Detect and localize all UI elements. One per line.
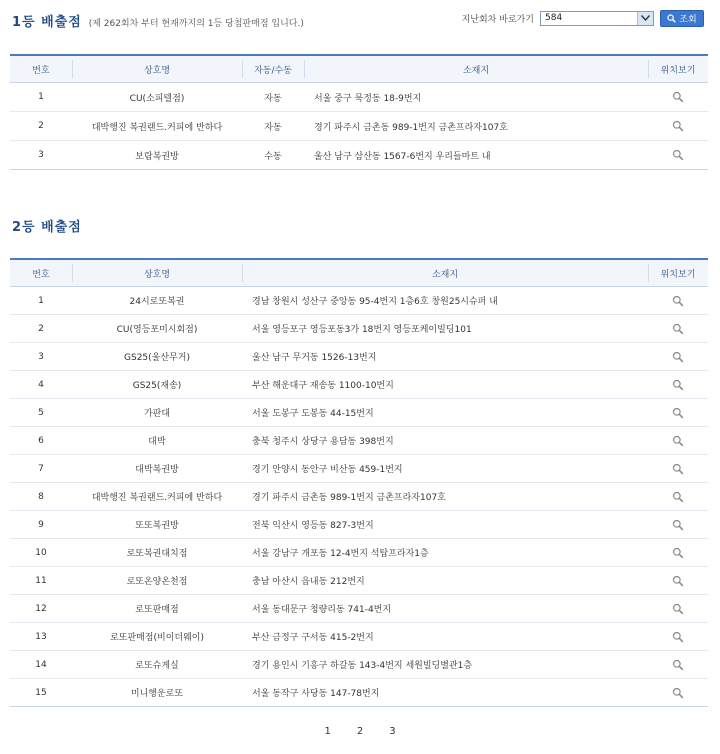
table-row [10, 539, 708, 567]
view-location-cell [648, 427, 708, 454]
pagination [0, 726, 720, 737]
store-address: 경기 파주시 금촌동 989-1번지 금촌프라자107호 [314, 122, 508, 133]
table-row [10, 651, 708, 679]
column-header-map: 위치보기 [648, 260, 708, 286]
store-address: 전북 익산시 영등동 827-3번지 [252, 521, 374, 531]
row-number: 2 [38, 323, 44, 334]
first-prize-title-block [12, 11, 304, 30]
first-prize-table [10, 54, 708, 170]
page-link-2[interactable]: 2 [356, 726, 364, 737]
store-address: 울산 남구 삼산동 1567-6번지 우리들마트 내 [314, 151, 491, 162]
table-row [10, 112, 708, 141]
magnifier-icon[interactable] [672, 491, 684, 503]
store-address: 경기 안양시 동안구 비산동 459-1번지 [252, 465, 403, 475]
store-address: 서울 강남구 개포동 12-4번지 석탑프라자1층 [252, 549, 429, 559]
table-row [10, 427, 708, 455]
selection-type: 수동 [264, 151, 282, 162]
table-row [10, 83, 708, 112]
magnifier-icon[interactable] [672, 407, 684, 419]
search-button[interactable] [660, 10, 704, 27]
magnifier-icon[interactable] [672, 659, 684, 671]
table-row [10, 399, 708, 427]
second-prize-table [10, 258, 708, 707]
second-prize-title: 2등 배출점 [12, 220, 82, 235]
store-address: 충남 아산시 읍내동 212번지 [252, 577, 365, 587]
store-name: 로또판매점(비이더웨이) [110, 633, 204, 643]
store-address: 서울 동대문구 청량리동 741-4번지 [252, 605, 392, 615]
row-number: 15 [35, 687, 47, 698]
view-location-cell [648, 679, 708, 706]
row-number: 8 [38, 491, 44, 502]
view-location-cell [648, 539, 708, 566]
store-address: 경기 용인시 기흥구 하갈동 143-4번지 세원빌딩별관1층 [252, 661, 473, 671]
store-name: 대박행진 복권랜드.커피에 반하다 [91, 493, 223, 503]
round-selector-label: 지난회차 바로가기 [461, 14, 534, 25]
table-row [10, 623, 708, 651]
row-number: 11 [35, 575, 47, 586]
magnifier-icon[interactable] [672, 463, 684, 475]
magnifier-icon[interactable] [672, 149, 684, 161]
chevron-down-icon[interactable] [637, 12, 653, 25]
view-location-cell [648, 371, 708, 398]
store-name: 대박행진 복권랜드.커피에 반하다 [91, 122, 223, 133]
store-address: 서울 중구 묵정동 18-9번지 [314, 93, 422, 104]
store-name: 대박복권방 [135, 465, 179, 475]
column-header-no: 번호 [32, 65, 50, 76]
store-address: 부산 금정구 구서동 415-2번지 [252, 633, 374, 643]
second-prize-table-header [10, 260, 708, 287]
row-number: 5 [38, 407, 44, 418]
view-location-cell [648, 651, 708, 678]
magnifier-icon[interactable] [672, 379, 684, 391]
row-number: 12 [35, 603, 47, 614]
store-address: 경기 파주시 금촌동 989-1번지 금촌프라자107호 [252, 493, 446, 503]
view-location-cell [648, 399, 708, 426]
first-prize-title: 1등 배출점 [12, 15, 82, 30]
round-select[interactable] [540, 11, 654, 26]
magnifier-icon[interactable] [672, 120, 684, 132]
column-header-no: 번호 [32, 269, 50, 280]
view-location-cell [648, 623, 708, 650]
table-row [10, 287, 708, 315]
view-location-cell [648, 112, 708, 140]
store-name: GS25(재송) [132, 381, 182, 391]
column-header-type: 자동/수동 [242, 56, 304, 82]
view-location-cell [648, 343, 708, 370]
row-number: 4 [38, 379, 44, 390]
round-select-value: 584 [545, 12, 563, 23]
table-row [10, 679, 708, 706]
row-number: 13 [35, 631, 47, 642]
store-name: 또또복권방 [135, 521, 179, 531]
magnifier-icon[interactable] [672, 323, 684, 335]
column-header-address: 소재지 [242, 260, 648, 286]
first-prize-header [12, 8, 704, 30]
store-name: CU(영등포미시회점) [116, 325, 198, 335]
table-row [10, 141, 708, 169]
row-number: 7 [38, 463, 44, 474]
store-address: 충북 청주시 상당구 용담동 398번지 [252, 437, 394, 447]
table-row [10, 315, 708, 343]
row-number: 2 [38, 121, 44, 131]
row-number: 14 [35, 659, 47, 670]
magnifier-icon[interactable] [672, 91, 684, 103]
magnifier-icon[interactable] [672, 547, 684, 559]
table-row [10, 371, 708, 399]
view-location-cell [648, 455, 708, 482]
view-location-cell [648, 141, 708, 169]
column-header-name: 상호명 [72, 260, 242, 286]
magnifier-icon[interactable] [672, 603, 684, 615]
view-location-cell [648, 595, 708, 622]
store-name: CU(소피텔점) [129, 93, 185, 104]
row-number: 3 [38, 351, 44, 362]
magnifier-icon[interactable] [672, 351, 684, 363]
magnifier-icon[interactable] [672, 631, 684, 643]
store-name: 로또온양온천점 [126, 577, 188, 587]
store-name: 대박 [148, 437, 166, 447]
view-location-cell [648, 567, 708, 594]
magnifier-icon[interactable] [672, 575, 684, 587]
store-name: 가판대 [143, 409, 171, 419]
row-number: 6 [38, 435, 44, 446]
magnifier-icon [667, 14, 676, 23]
second-prize-header [12, 216, 82, 235]
table-row [10, 511, 708, 539]
selection-type: 자동 [264, 122, 282, 133]
store-name: 로또복권대치점 [126, 549, 188, 559]
store-address: 경남 창원시 성산구 중앙동 95-4번지 1층6호 창원25시슈퍼 내 [252, 297, 498, 307]
page-link-3[interactable]: 3 [389, 726, 396, 737]
row-number: 10 [35, 547, 47, 558]
table-row [10, 455, 708, 483]
view-location-cell [648, 315, 708, 342]
row-number: 3 [38, 150, 44, 160]
store-address: 서울 영등포구 영등포동3가 18번지 영등포케이빌딩101 [252, 325, 472, 335]
magnifier-icon[interactable] [672, 519, 684, 531]
magnifier-icon[interactable] [672, 435, 684, 447]
view-location-cell [648, 287, 708, 314]
store-address: 서울 동작구 사당동 147-78번지 [252, 689, 380, 699]
view-location-cell [648, 511, 708, 538]
store-address: 부산 해운대구 재송동 1100-10번지 [252, 381, 394, 391]
table-row [10, 595, 708, 623]
selection-type: 자동 [264, 93, 282, 104]
row-number: 9 [38, 519, 44, 530]
column-header-name: 상호명 [72, 56, 242, 82]
row-number: 1 [38, 295, 44, 306]
round-selector [462, 8, 704, 28]
store-name: 보람복권방 [135, 151, 179, 162]
page-link-1[interactable]: 1 [324, 726, 331, 737]
store-name: GS25(울산무거) [124, 353, 190, 363]
store-name: 미니행운로또 [130, 689, 184, 699]
store-address: 울산 남구 무거동 1526-13번지 [252, 353, 377, 363]
view-location-cell [648, 83, 708, 111]
table-row [10, 483, 708, 511]
store-name: 로또슈게실 [135, 661, 179, 671]
table-row [10, 567, 708, 595]
magnifier-icon[interactable] [672, 295, 684, 307]
magnifier-icon[interactable] [672, 687, 684, 699]
first-prize-note: (제 262회차 부터 현재까지의 1등 당첨판매점 입니다.) [88, 19, 304, 29]
table-row [10, 343, 708, 371]
first-prize-table-header [10, 56, 708, 83]
column-header-address: 소재지 [304, 56, 648, 82]
column-header-map: 위치보기 [648, 56, 708, 82]
row-number: 1 [38, 92, 44, 102]
store-address: 서울 도봉구 도봉동 44-15번지 [252, 409, 374, 419]
store-name: 24시로또복권 [129, 297, 185, 307]
view-location-cell [648, 483, 708, 510]
search-button-label: 조회 [679, 14, 697, 25]
first-prize-table-body [10, 83, 708, 169]
second-prize-table-body [10, 287, 708, 706]
store-name: 로또판매점 [135, 605, 179, 615]
